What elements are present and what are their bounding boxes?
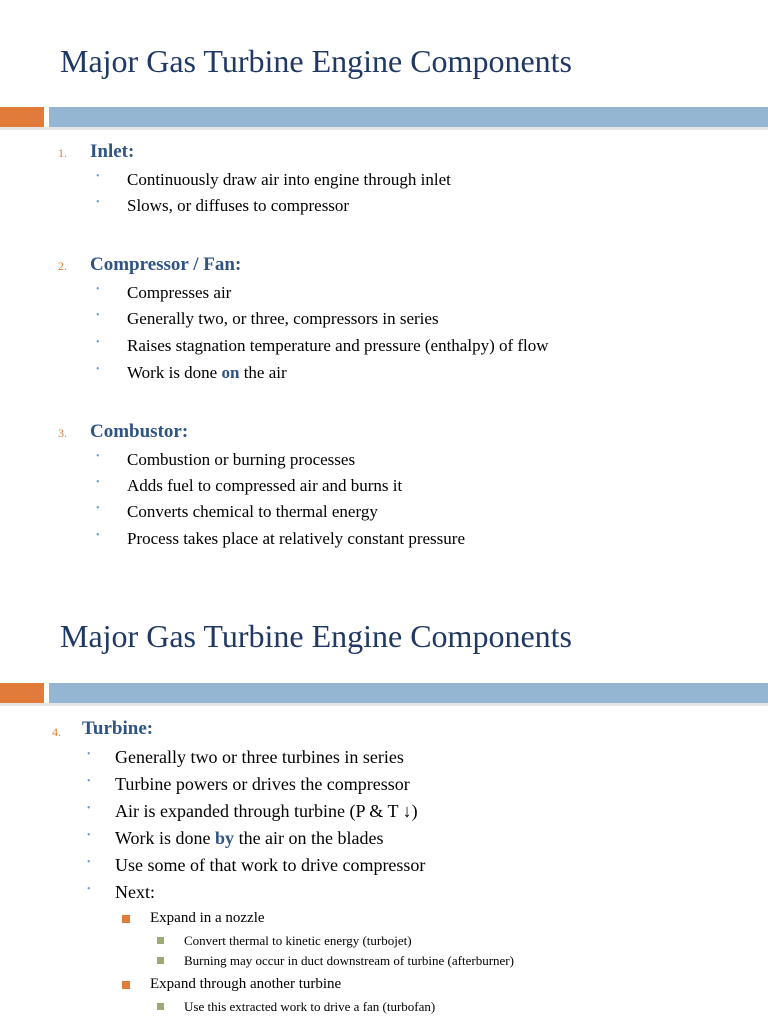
bullet-icon: •	[96, 530, 100, 541]
sub-list-item: Expand in a nozzle	[150, 910, 265, 926]
title-divider-bar	[49, 683, 768, 703]
section-heading: Inlet:	[90, 141, 135, 162]
section-number: 2.	[58, 259, 67, 273]
slide-title: Major Gas Turbine Engine Components	[60, 43, 572, 79]
work-text-before: Work is done	[127, 363, 222, 382]
bullet-icon: •	[87, 776, 91, 787]
list-item-work	[127, 363, 287, 383]
title-divider-shadow	[0, 127, 768, 130]
bullet-icon: •	[96, 171, 100, 182]
bullet-icon: •	[87, 857, 91, 868]
list-item: Continuously draw air into engine through inlet	[127, 170, 451, 189]
section-number: 1.	[58, 146, 67, 160]
bullet-icon: •	[96, 197, 100, 208]
title-divider-bar	[49, 107, 768, 127]
bullet-icon: •	[96, 477, 100, 488]
section-number: 3.	[58, 426, 67, 440]
work-emphasis: on	[221, 363, 240, 382]
bullet-icon: •	[96, 310, 100, 321]
bullet-icon: •	[96, 364, 100, 375]
bullet-icon: •	[87, 830, 91, 841]
work-text-before: Work is done	[115, 828, 216, 848]
list-item-work	[115, 828, 384, 849]
list-item: Combustion or burning processes	[127, 450, 356, 469]
list-item: Slows, or diffuses to compressor	[127, 196, 350, 215]
square-bullet-icon	[157, 957, 164, 964]
list-item: Adds fuel to compressed air and burns it	[127, 476, 403, 495]
sub-list-item: Expand through another turbine	[150, 976, 342, 992]
bullet-icon: •	[96, 451, 100, 462]
list-item: Turbine powers or drives the compressor	[115, 774, 410, 794]
sub-sub-list-item: Burning may occur in duct downstream of turbine (afterburner)	[184, 953, 514, 968]
slide-2	[0, 576, 768, 1024]
list-item: Raises stagnation temperature and pressure (enthalpy) of flow	[127, 336, 549, 355]
list-item: Compresses air	[127, 283, 232, 302]
bullet-icon: •	[87, 749, 91, 760]
square-bullet-icon	[122, 915, 130, 923]
bullet-icon: •	[96, 284, 100, 295]
list-item: Air is expanded through turbine (P & T ↓)	[115, 801, 418, 821]
square-bullet-icon	[157, 937, 164, 944]
title-accent-bar	[0, 107, 44, 127]
work-text-after: the air on the blades	[234, 828, 384, 848]
list-item: Use some of that work to drive compressor	[115, 855, 426, 875]
square-bullet-icon	[122, 981, 130, 989]
bullet-icon: •	[96, 337, 100, 348]
sub-sub-list-item: Convert thermal to kinetic energy (turbojet)	[184, 933, 412, 948]
section-heading: Turbine:	[82, 718, 154, 739]
list-item: Converts chemical to thermal energy	[127, 502, 378, 521]
bullet-icon: •	[87, 803, 91, 814]
work-text-after: the air	[239, 363, 287, 382]
list-item: Generally two or three turbines in series	[115, 747, 404, 767]
section-heading: Combustor:	[90, 421, 189, 442]
title-accent-bar	[0, 683, 44, 703]
section-number: 4.	[52, 725, 61, 739]
square-bullet-icon	[157, 1003, 164, 1010]
work-emphasis: by	[215, 828, 235, 848]
slide-title: Major Gas Turbine Engine Components	[60, 618, 572, 654]
section-heading: Compressor / Fan:	[90, 254, 242, 275]
sub-sub-list-item: Use this extracted work to drive a fan (turbofan)	[184, 999, 436, 1014]
list-item: Generally two, or three, compressors in series	[127, 309, 439, 328]
list-item: Next:	[115, 882, 155, 902]
bullet-icon: •	[96, 503, 100, 514]
bullet-icon: •	[87, 884, 91, 895]
list-item: Process takes place at relatively constant pressure	[127, 529, 465, 548]
title-divider-shadow	[0, 703, 768, 706]
